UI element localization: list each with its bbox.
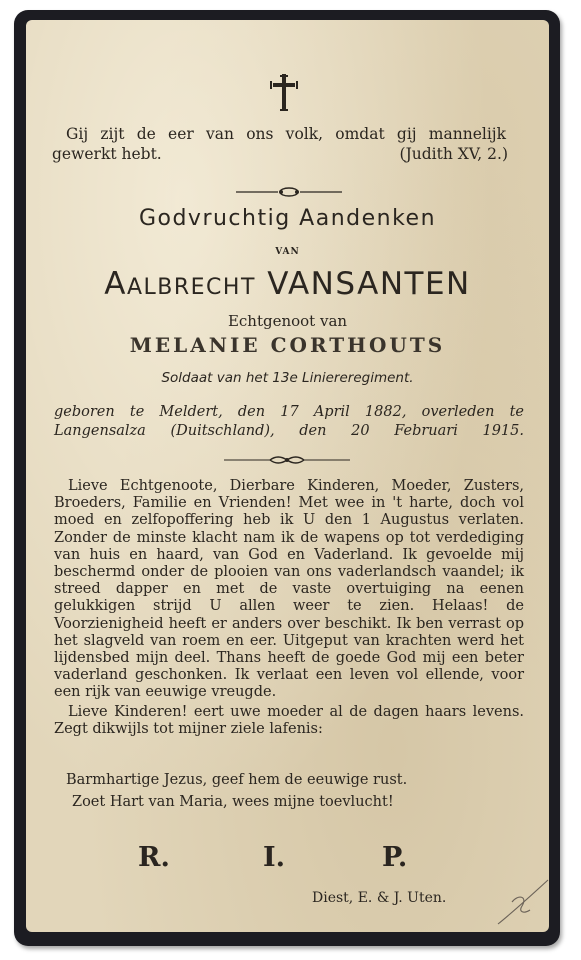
regiment-text: Soldaat van het 13e Liniereregiment. bbox=[161, 370, 414, 386]
quote-line-2 bbox=[52, 144, 522, 164]
quote-line-1: Gij zijt de eer van ons volk, omdat gij mannelijk bbox=[66, 125, 506, 143]
farewell-text bbox=[54, 478, 524, 738]
rip-letter-i: I. bbox=[263, 842, 286, 873]
spouse-label: Echtgenoot van bbox=[227, 312, 348, 330]
birth-death-details bbox=[54, 403, 524, 441]
pencil-mark-icon bbox=[494, 872, 554, 932]
farewell-paragraph: Lieve Echtgenoote, Dierbare Kinderen, Moeder, Zusters, Broeders, Familie en Vrienden! Met wee in 't harte, doch vol moed en zelfopoffering heb ik U den 1 Augustus verlaten. Zonder de minste klacht nam ik de wapens op tot verdediging van huis en haard, van God en Vaderland. Ik gevoelde mij beschermd onder de plooien van ons vaderlandsch vaandel; ik streed dapper en met de vaste overtuiging na eenen gelukkigen strijd U allen weer te zien. Helaas! de Voorzienigheid heeft er anders over beschikt. Ik ben verrast op het slagveld van roem en eer. Uitgeput van krachten werd het lijdensbed mijn deel. Thans heeft de goede God mij een beter vaderland geschonken. Ik verlaat een leven vol ellende, voor een rijk van eeuwige vreugde. bbox=[54, 478, 524, 701]
rip-letter-r: R. bbox=[138, 842, 170, 873]
van-label: van bbox=[275, 243, 300, 258]
birth-line-1: geboren te Meldert, den 17 April 1882, overleden te bbox=[54, 404, 524, 420]
quote-reference: (Judith XV, 2.) bbox=[399, 145, 508, 163]
children-paragraph: Lieve Kinderen! eert uwe moeder al de dagen haars levens. Zegt dikwijls tot mijner ziele lafenis: bbox=[54, 703, 524, 737]
memorial-card bbox=[26, 20, 549, 932]
printer-credit: Diest, E. & J. Uten. bbox=[312, 890, 447, 906]
prayer-line-2: Zoet Hart van Maria, wees mijne toevlucht! bbox=[72, 794, 394, 810]
spouse-name: MELANIE CORTHOUTS bbox=[129, 333, 446, 357]
deceased-name: Aalbrecht VANSANTEN bbox=[104, 266, 471, 302]
card-title: Godvruchtig Aandenken bbox=[138, 206, 437, 231]
ornamental-divider-icon bbox=[222, 454, 352, 466]
birth-line-2: Langensalza (Duitschland), den 20 Februari 1915. bbox=[54, 423, 524, 439]
cross-icon bbox=[270, 72, 298, 112]
prayer-line-1: Barmhartige Jezus, geef hem de eeuwige rust. bbox=[66, 772, 408, 788]
rip-letter-p: P. bbox=[382, 842, 408, 873]
quote-line-2-text: gewerkt hebt. bbox=[52, 145, 162, 163]
ornamental-divider-icon bbox=[234, 186, 344, 198]
